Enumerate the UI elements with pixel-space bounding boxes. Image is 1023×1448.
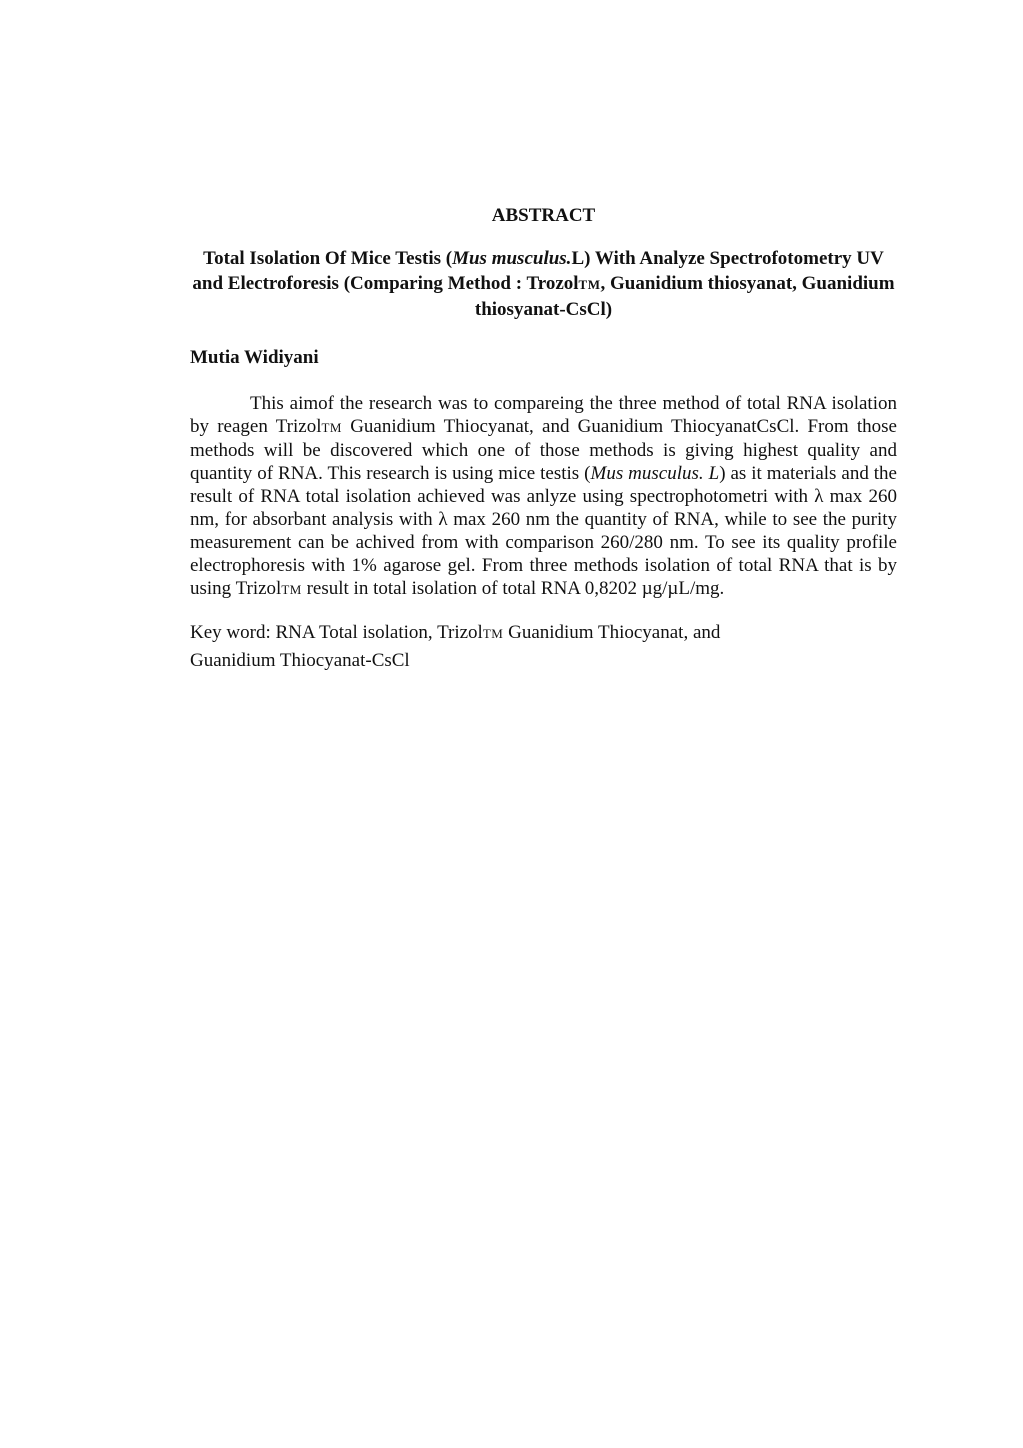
abstract-trademark-2: TM: [281, 582, 302, 597]
abstract-trademark-1: TM: [321, 420, 342, 435]
abstract-species: Mus musculus. L: [590, 463, 720, 484]
paper-title: [190, 246, 897, 322]
title-part-3: , Guanidium thiosyanat, Guanidium thiosyanat-CsCl): [474, 273, 895, 320]
abstract-text-2: Guanidium Thiocyanat, and Guanidium ThiocyanatCsCl. From those methods will be discovered which one of those methods is giving highest quality and quantity of RNA. This research is using mice testis (: [190, 416, 897, 484]
abstract-text-1: This aimof the research was to compareing the three method of total RNA isolation by reagen Trizol: [190, 393, 897, 437]
title-part-1: Total Isolation Of Mice Testis (: [203, 248, 453, 269]
keywords-trademark: TM: [482, 626, 504, 641]
abstract-heading: ABSTRACT: [491, 205, 596, 226]
keywords-text-2: Guanidium Thiocyanat, and Guanidium Thiocyanat-CsCl: [190, 622, 721, 671]
keywords: [190, 619, 790, 674]
abstract-body: [190, 392, 897, 601]
title-part-2: L) With Analyze Spectrofotometry UV and Electroforesis (Comparing Method : Trozol: [192, 248, 884, 294]
author-name: Mutia Widiyani: [190, 347, 319, 368]
abstract-text-4: result in total isolation of total RNA 0,8202 µg/µL/mg.: [301, 578, 725, 599]
abstract-page: [190, 204, 897, 674]
abstract-text-3: ) as it materials and the result of RNA total isolation achieved was anlyze using spectrophotometri with λ max 260 nm, for absorbant analysis with λ max 260 nm the quantity of RNA, while to see the purity measurement can be achived from with comparison 260/280 nm. To see its quality profile electrophoresis with 1% agarose gel. From three methods isolation of total RNA that is by using Trizol: [190, 463, 897, 599]
title-trademark: TM: [578, 277, 601, 292]
keywords-text-1: Key word: RNA Total isolation, Trizol: [190, 622, 483, 643]
title-species: Mus musculus.: [452, 248, 572, 269]
